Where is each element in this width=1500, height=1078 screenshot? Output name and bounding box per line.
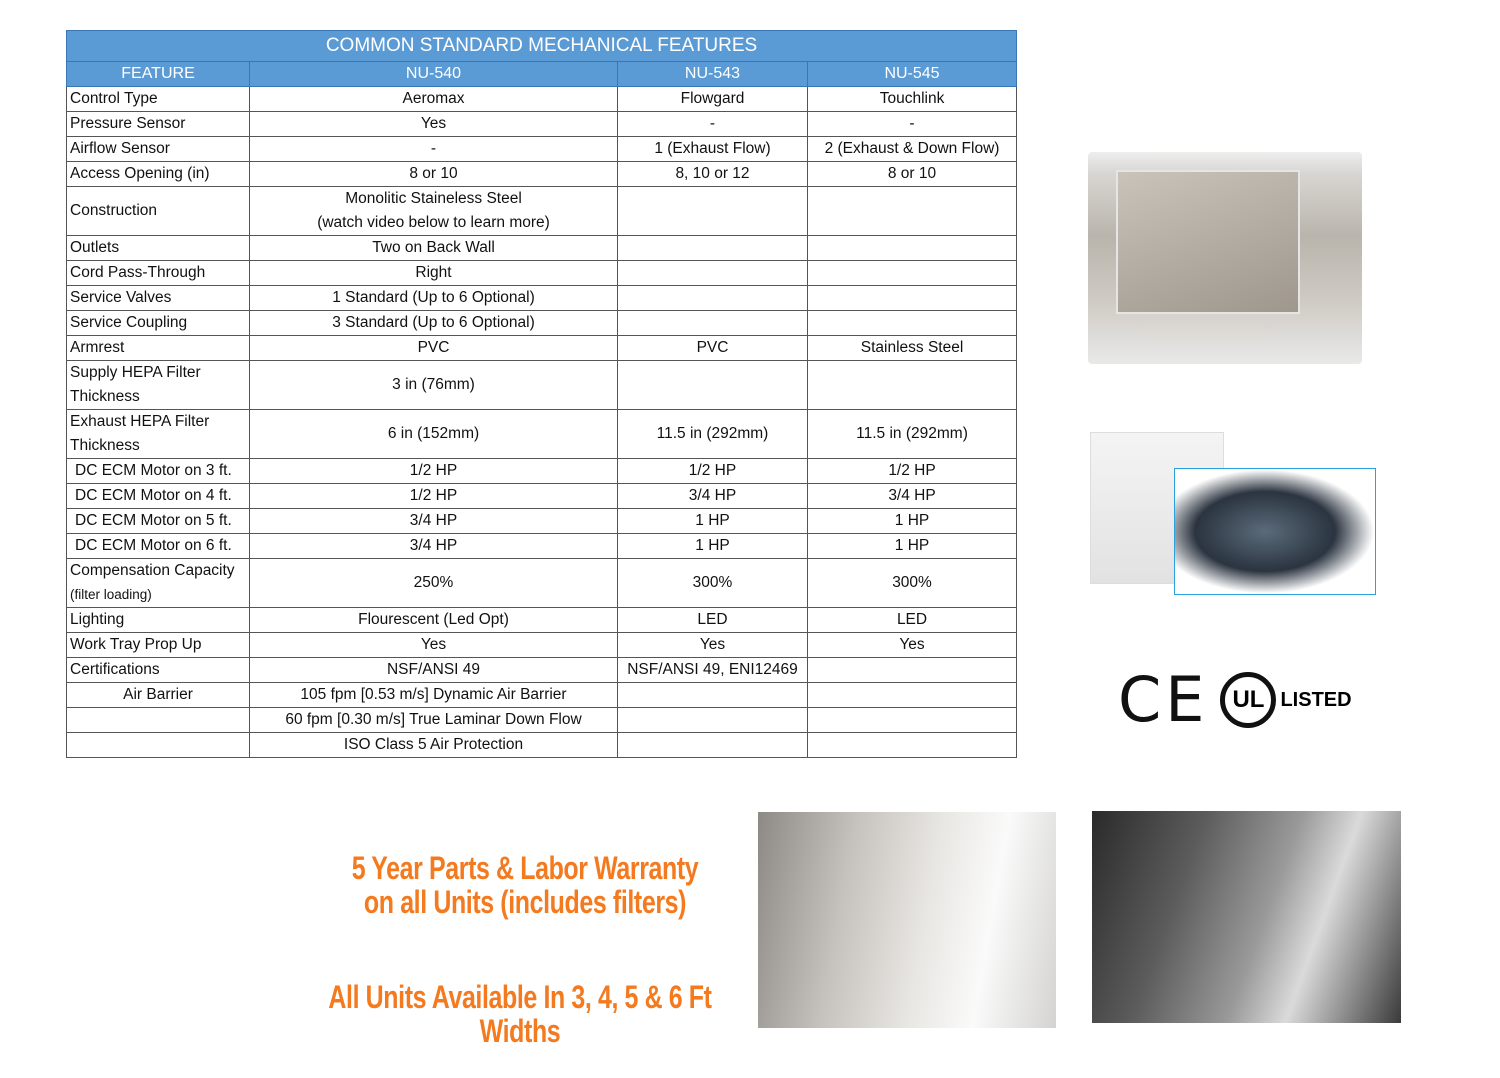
feature-label: Control Type: [70, 90, 158, 107]
nu-543-cell: [618, 608, 808, 633]
cell-value: Yes: [899, 636, 925, 653]
cell-value: 300%: [892, 574, 932, 591]
nu-540-cell: [250, 708, 618, 733]
feature-cell: [67, 87, 250, 112]
cell-value: 105 fpm [0.53 m/s] Dynamic Air Barrier: [300, 686, 567, 703]
nu-540-cell: [250, 261, 618, 286]
nu-543-cell: [618, 733, 808, 758]
cell-value: -: [709, 115, 716, 132]
nu-545-cell: [808, 484, 1017, 509]
table-row: [67, 187, 1017, 236]
feature-label: Service Coupling: [70, 314, 188, 331]
nu-543-cell: [618, 162, 808, 187]
feature-cell: [67, 633, 250, 658]
cell-value: 1 HP: [894, 537, 930, 554]
nu-543-cell: [618, 336, 808, 361]
feature-label: Pressure Sensor: [70, 115, 186, 132]
mechanical-features-table: [66, 30, 1017, 758]
nu-543-cell: [618, 658, 808, 683]
feature-label: Certifications: [70, 661, 160, 678]
cell-value: Yes: [699, 636, 726, 653]
feature-label: DC ECM Motor on 4 ft.: [75, 487, 232, 504]
cell-value: 8, 10 or 12: [675, 165, 750, 182]
feature-cell: [67, 459, 250, 484]
cell-value: 60 fpm [0.30 m/s] True Laminar Down Flow: [285, 711, 582, 728]
column-header-nu-543: NU-543: [618, 62, 808, 87]
cell-value: Yes: [420, 636, 447, 653]
nu-543-cell: [618, 361, 808, 410]
table-row: [67, 361, 1017, 410]
air-barrier-smoke-photo: [1092, 811, 1401, 1023]
nu-540-cell: [250, 534, 618, 559]
feature-cell: [67, 336, 250, 361]
nu-543-cell: [618, 410, 808, 459]
cell-value: NSF/ANSI 49, ENI12469: [627, 661, 798, 678]
table-row: [67, 459, 1017, 484]
nu-545-cell: [808, 336, 1017, 361]
cell-value: 1 HP: [695, 512, 730, 529]
cell-value: NSF/ANSI 49: [386, 661, 481, 678]
nu-540-cell: [250, 459, 618, 484]
cell-value: 8 or 10: [887, 165, 937, 182]
feature-label-line2: Thickness: [70, 437, 140, 454]
nu-543-cell: [618, 459, 808, 484]
cell-value: 3/4 HP: [888, 487, 936, 504]
cell-value: LED: [697, 611, 728, 628]
nu-540-cell: [250, 311, 618, 336]
cell-value: 3 Standard (Up to 6 Optional): [332, 314, 535, 331]
cell-value: 6 in (152mm): [387, 425, 480, 442]
table-row: [67, 559, 1017, 608]
warranty-line-2: on all Units (includes filters): [363, 884, 687, 920]
nu-543-cell: [618, 509, 808, 534]
feature-label: DC ECM Motor on 3 ft.: [75, 462, 232, 479]
cell-value: 1 Standard (Up to 6 Optional): [332, 289, 535, 306]
table-row: [67, 162, 1017, 187]
table-row: [67, 658, 1017, 683]
table-row: [67, 261, 1017, 286]
feature-cell: [67, 187, 250, 236]
nu-543-cell: [618, 484, 808, 509]
nu-543-cell: [618, 87, 808, 112]
table-title: COMMON STANDARD MECHANICAL FEATURES: [67, 31, 1017, 62]
feature-cell: [67, 733, 250, 758]
nu-543-cell: [618, 633, 808, 658]
table-row: [67, 410, 1017, 459]
nu-540-cell: [250, 683, 618, 708]
feature-cell: [67, 608, 250, 633]
nu-540-cell: [250, 361, 618, 410]
feature-cell: [67, 286, 250, 311]
warranty-line-1: 5 Year Parts & Labor Warranty: [351, 850, 699, 886]
feature-cell: [67, 112, 250, 137]
widths-availability-text: All Units Available In 3, 4, 5 & 6 Ft Widths: [328, 979, 712, 1049]
feature-label: DC ECM Motor on 5 ft.: [75, 512, 232, 529]
table-row: [67, 733, 1017, 758]
column-header-nu-545: NU-545: [808, 62, 1017, 87]
column-header-feature: FEATURE: [67, 62, 250, 87]
nu-545-cell: [808, 608, 1017, 633]
cell-value: 2 (Exhaust & Down Flow): [824, 140, 1000, 157]
cell-value: Touchlink: [879, 90, 945, 107]
table-row: [67, 286, 1017, 311]
table-row: [67, 633, 1017, 658]
table-row: [67, 137, 1017, 162]
nu-540-cell: [250, 236, 618, 261]
nu-540-cell: [250, 87, 618, 112]
feature-label: Exhaust HEPA Filter: [70, 413, 210, 430]
nu-545-cell: [808, 162, 1017, 187]
feature-cell: [67, 534, 250, 559]
feature-sublabel: (filter loading): [70, 587, 152, 602]
feature-label-line2: Thickness: [70, 388, 140, 405]
cell-value: 3 in (76mm): [392, 376, 475, 393]
nu-545-cell: [808, 459, 1017, 484]
cell-value: Flowgard: [680, 90, 745, 107]
table-row: [67, 708, 1017, 733]
nu-545-cell: [808, 683, 1017, 708]
nu-545-cell: [808, 658, 1017, 683]
feature-cell: [67, 484, 250, 509]
nu-545-cell: [808, 410, 1017, 459]
nu-543-cell: [618, 112, 808, 137]
cell-value: 1 (Exhaust Flow): [654, 140, 771, 157]
feature-label: Construction: [70, 202, 158, 219]
nu-540-cell: [250, 112, 618, 137]
nu-545-cell: [808, 87, 1017, 112]
cell-value: 250%: [413, 574, 454, 591]
nu-540-cell: [250, 658, 618, 683]
feature-cell: [67, 658, 250, 683]
dc-ecm-motor-image: [1174, 468, 1376, 595]
nu-543-cell: [618, 261, 808, 286]
ce-mark-logo: CE: [1118, 663, 1209, 736]
nu-545-cell: [808, 633, 1017, 658]
cell-value: 1/2 HP: [409, 462, 458, 479]
feature-label: Airflow Sensor: [70, 140, 170, 157]
nu-545-cell: [808, 286, 1017, 311]
nu-540-cell: [250, 733, 618, 758]
nu-540-cell: [250, 633, 618, 658]
cell-value: PVC: [696, 339, 729, 356]
feature-label: Outlets: [70, 239, 120, 256]
nu-540-cell: [250, 509, 618, 534]
table-row: [67, 509, 1017, 534]
feature-cell: [67, 708, 250, 733]
cell-value: Aeromax: [402, 90, 465, 107]
cell-value: LED: [896, 611, 928, 628]
cell-value: 11.5 in (292mm): [856, 425, 968, 442]
feature-label: DC ECM Motor on 6 ft.: [75, 537, 232, 554]
table-row: [67, 336, 1017, 361]
nu-540-cell: [250, 286, 618, 311]
feature-cell: [67, 261, 250, 286]
feature-label: Cord Pass-Through: [70, 264, 206, 281]
feature-label: Work Tray Prop Up: [70, 636, 202, 653]
nu-545-cell: [808, 559, 1017, 608]
nu-540-cell: [250, 559, 618, 608]
nu-543-cell: [618, 311, 808, 336]
ul-logo: UL: [1220, 672, 1276, 728]
table-row: [67, 484, 1017, 509]
cell-value: Right: [415, 264, 452, 281]
nu-543-cell: [618, 187, 808, 236]
certification-logos: [1118, 665, 1358, 735]
feature-label: Lighting: [70, 611, 125, 628]
feature-cell: [67, 311, 250, 336]
feature-label: Supply HEPA Filter: [70, 364, 201, 381]
cell-value: 1/2 HP: [409, 487, 458, 504]
nu-545-cell: [808, 187, 1017, 236]
cell-value: PVC: [417, 339, 450, 356]
nu-545-cell: [808, 112, 1017, 137]
nu-545-cell: [808, 534, 1017, 559]
nu-545-cell: [808, 236, 1017, 261]
cell-value: Two on Back Wall: [372, 239, 495, 256]
nu-543-cell: [618, 137, 808, 162]
nu-540-cell: [250, 162, 618, 187]
cell-value: 3/4 HP: [688, 487, 737, 504]
column-header-nu-540: NU-540: [250, 62, 618, 87]
cell-value: Monolitic Staineless Steel: [345, 190, 522, 207]
cell-value: ISO Class 5 Air Protection: [343, 736, 524, 753]
nu-540-cell: [250, 187, 618, 236]
cell-value: 3/4 HP: [409, 537, 458, 554]
feature-cell: [67, 137, 250, 162]
cell-value: 1 HP: [894, 512, 930, 529]
cell-value: 1 HP: [695, 537, 730, 554]
nu-543-cell: [618, 534, 808, 559]
nu-545-cell: [808, 733, 1017, 758]
feature-cell: [67, 361, 250, 410]
cell-value: Flourescent (Led Opt): [358, 611, 509, 628]
nu-545-cell: [808, 509, 1017, 534]
cell-value: 8 or 10: [409, 165, 458, 182]
feature-cell: [67, 162, 250, 187]
cell-value: -: [430, 140, 437, 157]
feature-label: Air Barrier: [123, 686, 193, 703]
cell-value-line2: (watch video below to learn more): [317, 214, 550, 231]
table-row: [67, 608, 1017, 633]
biosafety-cabinet-photo: [1088, 152, 1362, 364]
nu-540-cell: [250, 484, 618, 509]
nu-540-cell: [250, 608, 618, 633]
nu-543-cell: [618, 708, 808, 733]
feature-cell: [67, 559, 250, 608]
cell-value: 3/4 HP: [409, 512, 458, 529]
table-row: [67, 236, 1017, 261]
technician-using-cabinet-photo: [758, 812, 1056, 1028]
nu-543-cell: [618, 236, 808, 261]
feature-cell: [67, 683, 250, 708]
nu-540-cell: [250, 410, 618, 459]
cell-value: 300%: [692, 574, 733, 591]
table-row: [67, 311, 1017, 336]
nu-543-cell: [618, 559, 808, 608]
nu-543-cell: [618, 286, 808, 311]
feature-label: Armrest: [70, 339, 125, 356]
cell-value: 1/2 HP: [888, 462, 936, 479]
feature-label: Access Opening (in): [70, 165, 210, 182]
cell-value: -: [909, 115, 915, 132]
nu-540-cell: [250, 336, 618, 361]
feature-label: Compensation Capacity: [70, 562, 235, 579]
cell-value: Stainless Steel: [860, 339, 964, 356]
nu-543-cell: [618, 683, 808, 708]
cell-value: 11.5 in (292mm): [656, 425, 769, 442]
table-row: [67, 534, 1017, 559]
ul-listed-text: LISTED: [1280, 688, 1352, 711]
nu-540-cell: [250, 137, 618, 162]
feature-label: Service Valves: [70, 289, 172, 306]
nu-545-cell: [808, 311, 1017, 336]
nu-545-cell: [808, 361, 1017, 410]
nu-545-cell: [808, 261, 1017, 286]
nu-545-cell: [808, 137, 1017, 162]
feature-cell: [67, 236, 250, 261]
table-row: [67, 683, 1017, 708]
nu-545-cell: [808, 708, 1017, 733]
cell-value: Yes: [420, 115, 447, 132]
feature-cell: [67, 509, 250, 534]
table-row: [67, 87, 1017, 112]
table-row: [67, 112, 1017, 137]
feature-cell: [67, 410, 250, 459]
cell-value: 1/2 HP: [688, 462, 737, 479]
